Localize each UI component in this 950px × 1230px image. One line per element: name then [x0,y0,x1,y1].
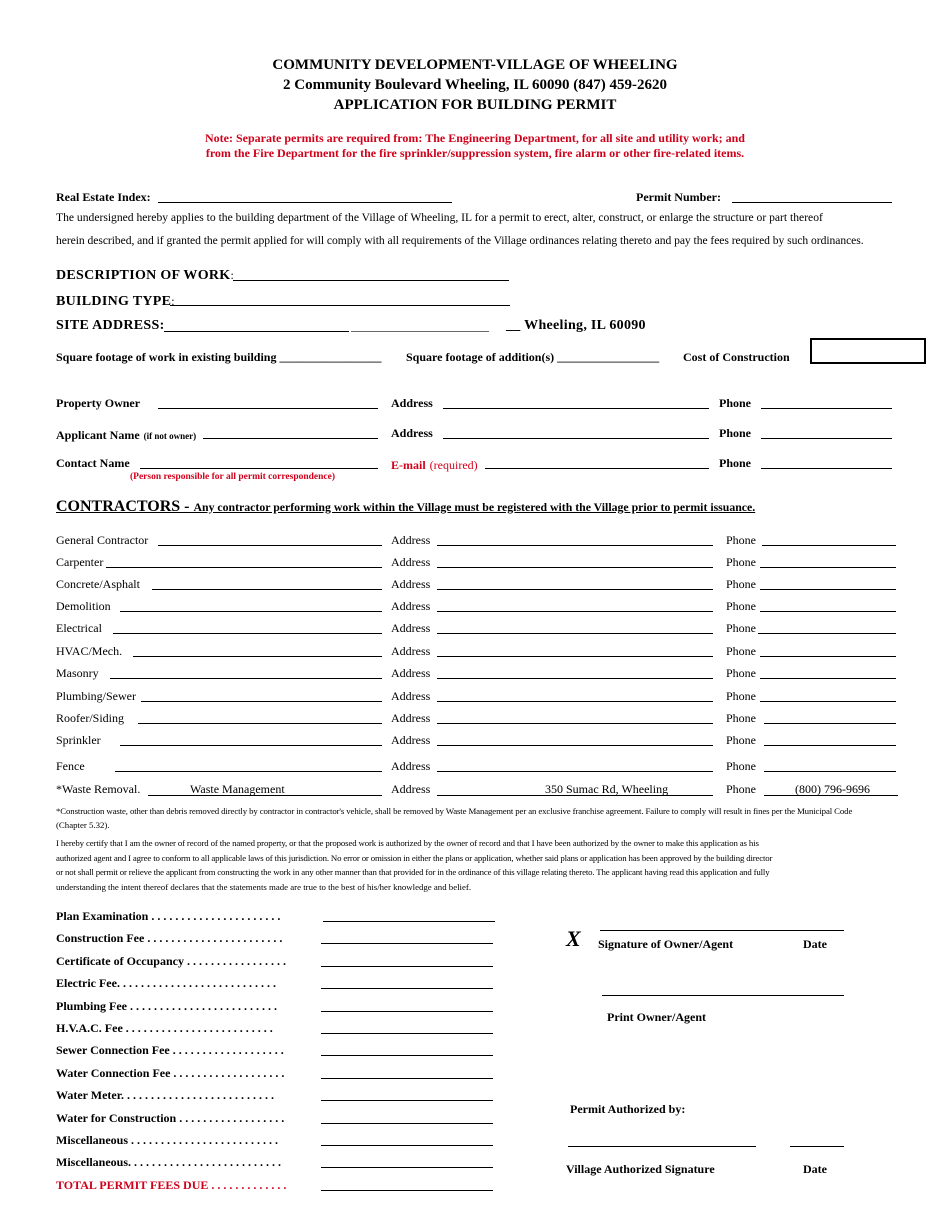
waste-footnote-line2: (Chapter 5.32). [56,820,110,830]
fee-label: Certificate of Occupancy . . . . . . . . . . . . . . . . . [56,954,286,968]
contractor-fence-phone-label: Phone [726,759,756,773]
contractor-sprinkler-phone-field[interactable] [764,745,896,746]
header-form-title: APPLICATION FOR BUILDING PERMIT [333,97,617,113]
contractor-electrical-address-field[interactable] [437,633,713,634]
contractor-concrete-asphalt-phone-label: Phone [726,577,756,591]
building-type-row: BUILDING TYPE: [56,294,175,309]
contact-name-field[interactable] [140,468,378,469]
certification-line3: or not shall permit or relieve the applicant from constructing the work in any other manner than that provided for in the ordinance of this village relating thereto. The applicant having read this application and fully [56,867,770,877]
building-type-label: BUILDING TYPE [56,294,172,309]
intro-line2: herein described, and if granted the permit applied for will comply with all requirements of the Village ordinances relating thereto and pay the fees required by such ordinances. [56,234,864,247]
print-owner-label: Print Owner/Agent [607,1010,706,1024]
contractor-sprinkler-phone-label: Phone [726,733,756,747]
contractor-demolition-phone-field[interactable] [760,611,896,612]
fee-amount-field[interactable] [321,988,493,989]
intro-line1: The undersigned hereby applies to the building department of the Village of Wheeling, IL for a permit to erect, alter, construct, or enlarge the structure or part thereof [56,211,823,224]
contractor-demolition-address-label: Address [391,599,431,613]
contractor-demolition-field[interactable] [120,611,382,612]
header-title: COMMUNITY DEVELOPMENT-VILLAGE OF WHEELING [272,57,678,73]
applicant-phone-field[interactable] [761,438,892,439]
contractor-demolition-label: Demolition [56,599,111,613]
contractor-hvac-mech-label: HVAC/Mech. [56,644,123,658]
email-field[interactable] [485,468,709,469]
fee-label: H.V.A.C. Fee . . . . . . . . . . . . . . . . . . . . . . . . . [56,1021,273,1035]
fee-amount-field[interactable] [321,966,493,967]
fee-label: Construction Fee . . . . . . . . . . . . . . . . . . . . . . . [56,931,283,945]
contractor-masonry-address-label: Address [391,666,431,680]
contractor-fence-field[interactable] [115,771,382,772]
waste-removal-phone: (800) 796-9696 [795,782,870,796]
fee-amount-field[interactable] [321,1078,493,1079]
fee-label: Miscellaneous . . . . . . . . . . . . . . . . . . . . . . . . . [56,1133,278,1147]
contractor-sprinkler-label: Sprinkler [56,733,101,747]
contractor-electrical-field[interactable] [113,633,382,634]
fee-amount-field[interactable] [321,943,493,944]
property-owner-address-field[interactable] [443,408,709,409]
contractor-general-contractor-field[interactable] [158,545,382,546]
contractor-roofer-siding-address-field[interactable] [437,723,713,724]
contractor-fence-label: Fence [56,759,85,773]
fee-amount-field[interactable] [321,1100,493,1101]
contractor-hvac-mech-address-label: Address [391,644,431,658]
waste-removal-address: 350 Sumac Rd, Wheeling [545,782,669,796]
village-signature-date-label: Date [803,1162,827,1176]
contact-name-note: (Person responsible for all permit correspondence) [130,472,336,482]
contractor-electrical-address-label: Address [391,621,431,635]
header-note-line2: from the Fire Department for the fire sprinkler/suppression system, fire alarm or other fire-related items. [205,146,745,160]
fee-amount-field[interactable] [321,1011,493,1012]
fee-label: Water for Construction . . . . . . . . . . . . . . . . . . [56,1111,285,1125]
description-of-work-row: DESCRIPTION OF WORK: [56,268,234,283]
contractor-roofer-siding-address-label: Address [391,711,431,725]
contractors-heading: CONTRACTORS - [56,498,190,515]
contractor-masonry-field[interactable] [110,678,382,679]
contractor-roofer-siding-field[interactable] [138,723,382,724]
contractor-electrical-phone-label: Phone [726,621,756,635]
applicant-name-note: (if not owner) [143,431,197,441]
sqft-addition-label: Square footage of addition(s) _________________ [406,350,660,364]
property-owner-label: Property Owner [56,396,141,410]
header-address: 2 Community Boulevard Wheeling, IL 60090 (847) 459-2620 [283,77,667,93]
cost-of-construction-label: Cost of Construction [683,350,790,364]
contractor-concrete-asphalt-phone-field[interactable] [760,589,896,590]
contractor-concrete-asphalt-address-field[interactable] [437,589,713,590]
description-of-work-field[interactable] [233,280,509,281]
waste-footnote [56,804,896,832]
building-type-field[interactable] [170,305,510,306]
permit-number-field[interactable] [732,202,892,203]
contractor-carpenter-address-label: Address [391,555,431,569]
fee-label: Plan Examination . . . . . . . . . . . . . . . . . . . . . . [56,909,281,923]
contractor-concrete-asphalt-field[interactable] [152,589,382,590]
contractor-electrical-phone-field[interactable] [758,633,896,634]
fee-amount-field[interactable] [321,1123,493,1124]
contractor-hvac-mech-address-field[interactable] [437,656,713,657]
real-estate-index-field[interactable] [158,202,452,203]
contractor-masonry-phone-label: Phone [726,666,756,680]
contractor-plumbing-sewer-label: Plumbing/Sewer [56,689,136,703]
print-owner-field[interactable] [602,995,844,996]
contractors-heading-note: Any contractor performing work within the Village must be registered with the Village prior to permit issuance. [193,500,756,514]
contact-phone-field[interactable] [761,468,892,469]
contractor-general-contractor-phone-label: Phone [726,533,756,547]
waste-footnote-line1: *Construction waste, other than debris removed directly by contractor in contractor's vehicle, shall be removed by Waste Management per an exclusive franchise agreement. Failure to comply will result in fines per the Municipal Code [56,806,853,816]
waste-removal-company: Waste Management [190,782,285,796]
site-address-city: __ Wheeling, IL 60090 [506,318,646,333]
applicant-phone-label: Phone [719,426,752,440]
contractor-carpenter-phone-field[interactable] [760,567,896,568]
contractor-masonry-label: Masonry [56,666,99,680]
site-address-label: SITE ADDRESS: [56,318,165,333]
fee-label: Miscellaneous. . . . . . . . . . . . . . . . . . . . . . . . . . [56,1155,281,1169]
contact-phone-label: Phone [719,456,752,470]
contractor-roofer-siding-label: Roofer/Siding [56,711,124,725]
owner-signature-field[interactable] [600,930,844,931]
contractors-heading-row [56,498,755,516]
fee-label: Plumbing Fee . . . . . . . . . . . . . . . . . . . . . . . . . [56,999,277,1013]
contractor-carpenter-field[interactable] [106,567,382,568]
contractor-masonry-address-field[interactable] [437,678,713,679]
contractor-general-contractor-address-field[interactable] [437,545,713,546]
contractor-roofer-siding-phone-field[interactable] [764,723,896,724]
signature-x-mark: X [566,926,581,951]
village-signature-field[interactable] [568,1146,756,1147]
contractor-carpenter-phone-label: Phone [726,555,756,569]
fee-label: Water Meter. . . . . . . . . . . . . . . . . . . . . . . . . . [56,1088,274,1102]
header-note-line1: Note: Separate permits are required from: The Engineering Department, for all site and utility work; and [205,131,745,145]
fee-amount-field[interactable] [321,1033,493,1034]
total-permit-fees-field[interactable] [321,1190,493,1191]
contractor-general-contractor-phone-field[interactable] [762,545,896,546]
contractor-roofer-siding-phone-label: Phone [726,711,756,725]
property-owner-address-label: Address [391,396,433,410]
contractor-fence-phone-field[interactable] [764,771,896,772]
fee-label: Electric Fee. . . . . . . . . . . . . . . . . . . . . . . . . . . [56,976,276,990]
contractor-electrical-label: Electrical [56,621,102,635]
description-of-work-label: DESCRIPTION OF WORK [56,268,231,283]
contractor-concrete-asphalt-label: Concrete/Asphalt [56,577,140,591]
contractor-fence-address-label: Address [391,759,431,773]
waste-removal-label: *Waste Removal. [56,782,141,796]
waste-removal-address-label: Address [391,782,431,796]
fee-amount-field[interactable] [321,1167,493,1168]
contractor-hvac-mech-phone-field[interactable] [760,656,896,657]
applicant-name-row [56,426,196,444]
certification-line4: understanding the intent thereof declares that the statements made are true to the best of his/her knowledge and belief. [56,881,472,892]
contact-name-label: Contact Name [56,456,130,470]
property-owner-field[interactable] [158,408,378,409]
contractor-plumbing-sewer-phone-label: Phone [726,689,756,703]
contractor-demolition-phone-label: Phone [726,599,756,613]
contractor-general-contractor-label: General Contractor [56,533,149,547]
contractor-hvac-mech-field[interactable] [133,656,382,657]
contractor-plumbing-sewer-address-label: Address [391,689,431,703]
certification-line1: I hereby certify that I am the owner of record of the named property, or that the proposed work is authorized by the owner of record and that I have been authorized by the owner to make this application as his [56,838,759,848]
email-label: E-mail [391,458,426,472]
owner-signature-date-label: Date [803,937,827,951]
site-address-field[interactable] [164,331,349,332]
contractor-carpenter-address-field[interactable] [437,567,713,568]
applicant-name-field[interactable] [203,438,378,439]
email-row [391,456,478,474]
contractor-plumbing-sewer-field[interactable] [141,701,382,702]
applicant-address-label: Address [391,426,433,440]
certification-text [56,836,896,894]
contractor-sprinkler-address-field[interactable] [437,745,713,746]
waste-removal-phone-label: Phone [726,782,756,796]
site-address-blank: _______________________ [351,319,489,333]
property-owner-phone-label: Phone [719,396,752,410]
fee-amount-field[interactable] [323,921,495,922]
property-owner-phone-field[interactable] [761,408,892,409]
certification-line2: authorized agent and I agree to conform to all applicable laws of this jurisdiction. No error or omission in either the plans or application, whether said plans or application has been approved by the building director [56,852,773,863]
contractor-concrete-asphalt-address-label: Address [391,577,431,591]
contractor-general-contractor-address-label: Address [391,533,431,547]
owner-signature-label: Signature of Owner/Agent [598,937,734,951]
contractor-carpenter-label: Carpenter [56,555,104,569]
contractor-hvac-mech-phone-label: Phone [726,644,756,658]
contractor-sprinkler-field[interactable] [120,745,382,746]
contractor-sprinkler-address-label: Address [391,733,431,747]
permit-number-label: Permit Number: [636,190,721,204]
contractor-masonry-phone-field[interactable] [760,678,896,679]
contractor-demolition-address-field[interactable] [437,611,713,612]
village-signature-label: Village Authorized Signature [566,1162,715,1176]
fee-amount-field[interactable] [321,1145,493,1146]
fee-amount-field[interactable] [321,1055,493,1056]
applicant-name-label: Applicant Name [56,428,140,442]
fee-label: Water Connection Fee . . . . . . . . . . . . . . . . . . . [56,1066,285,1080]
contractor-plumbing-sewer-address-field[interactable] [437,701,713,702]
sqft-existing-label: Square footage of work in existing building _________________ [56,350,382,364]
cost-of-construction-box[interactable] [810,338,926,364]
fee-label: Sewer Connection Fee . . . . . . . . . . . . . . . . . . . [56,1043,284,1057]
village-signature-date-field[interactable] [790,1146,844,1147]
contractor-fence-address-field[interactable] [437,771,713,772]
total-permit-fees-label: TOTAL PERMIT FEES DUE . . . . . . . . . . . . . [56,1178,287,1192]
email-required-note: (required) [429,458,478,472]
real-estate-index-label: Real Estate Index: [56,190,151,204]
applicant-address-field[interactable] [443,438,709,439]
permit-authorized-label: Permit Authorized by: [570,1102,686,1116]
contractor-plumbing-sewer-phone-field[interactable] [760,701,896,702]
